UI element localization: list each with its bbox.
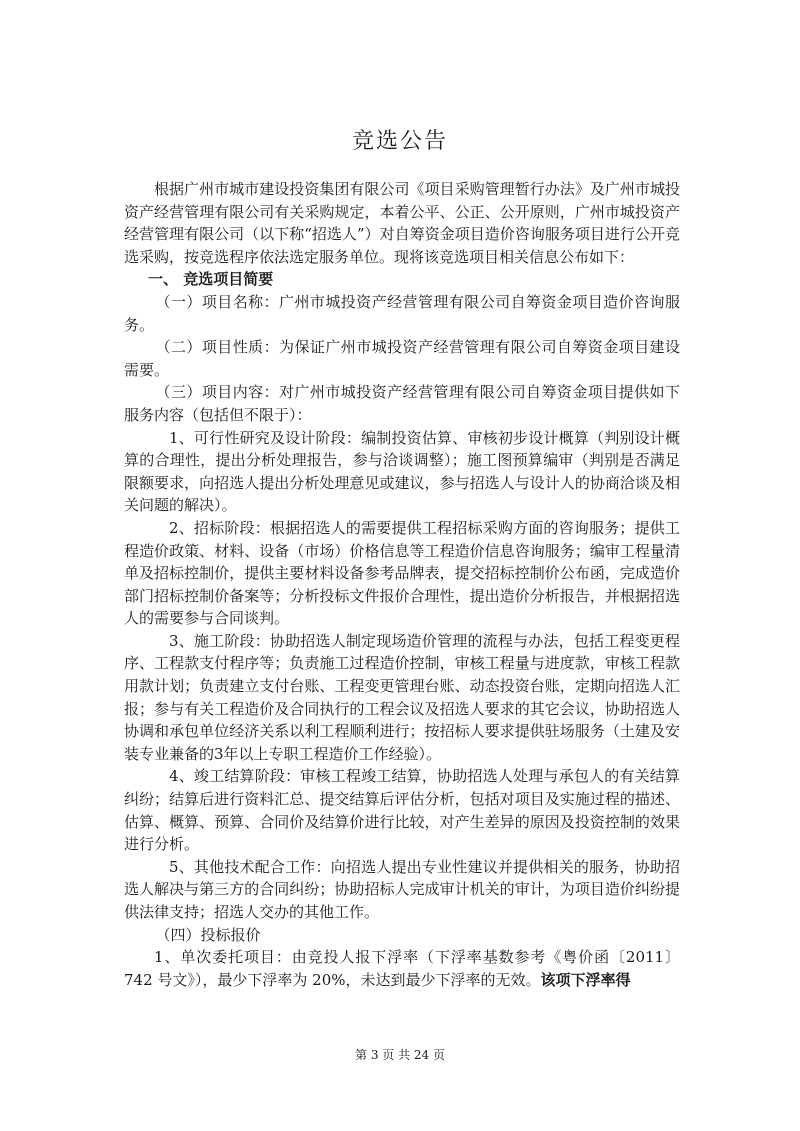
project-content-paragraph: （三）项目内容：对广州市城投资产经营管理有限公司自筹资金项目提供如下服务内容（包括但不限于）： xyxy=(124,383,680,424)
stage-2-paragraph: 2、招标阶段：根据招选人的需要提供工程招标采购方面的咨询服务；提供工程造价政策、材料、设备（市场）价格信息等工程造价信息咨询服务；编审工程量清单及招标控制价，提供主要材料设备参考品牌表，提交招标控制价公布函，完成造价部门招标控制价备案等；分析投标文件报价合理性，提出造价分析报告，并根据招选人的需要参与合同谈判。 xyxy=(124,518,680,628)
stage-5-paragraph: 5、其他技术配合工作：向招选人提出专业性建议并提供相关的服务，协助招选人解决与第三方的合同纠纷；协助招标人完成审计机关的审计，为项目造价纠纷提供法律支持；招选人交办的其他工作。 xyxy=(124,857,680,921)
stage-3-paragraph: 3、施工阶段：协助招选人制定现场造价管理的流程与办法，包括工程变更程序、工程款支付程序等；负责施工过程造价控制，审核工程量与进度款，审核工程款用款计划；负责建立支付台账、工程变更管理台账、动态投资台账，定期向招选人汇报；参与有关工程造价及合同执行的工程会议及招选人要求的其它会议，协助招选人协调和承包单位经济关系以利工程顺利进行；按招标人要求提供驻场服务（土建及安装专业兼备的3年以上专职工程造价工作经验）。 xyxy=(124,631,680,763)
quote-1-bold-text: 该项下浮率得 xyxy=(540,970,631,989)
project-nature-paragraph: （二）项目性质：为保证广州市城投资产经营管理有限公司自筹资金项目建设需要。 xyxy=(124,338,680,379)
section-heading: 一、 竞选项目简要 xyxy=(148,270,274,289)
stage-4-paragraph: 4、竣工结算阶段：审核工程竣工结算，协助招选人处理与承包人的有关结算纠纷；结算后进行资料汇总、提交结算后评估分析，包括对项目及实施过程的描述、估算、概算、预算、合同价及结算价进行比较，对产生差异的原因及投资控制的效果进行分析。 xyxy=(124,767,680,854)
quote-1-paragraph xyxy=(124,946,680,991)
bid-quote-heading: （四）投标报价 xyxy=(155,925,261,944)
project-name-paragraph: （一）项目名称：广州市城投资产经营管理有限公司自筹资金项目造价咨询服务。 xyxy=(124,292,680,334)
intro-paragraph: 根据广州市城市建设投资集团有限公司《项目采购管理暂行办法》及广州市城投资产经营管理有限公司有关采购规定，本着公平、公正、公开原则，广州市城投资产经营管理有限公司（以下称“招选人”）对自筹资金项目造价咨询服务项目进行公开竞选采购，按竞选程序依法选定服务单位。现将该竞选项目相关信息公布如下： xyxy=(124,180,680,266)
page-title: 竞选公告 xyxy=(351,129,448,154)
stage-1-paragraph: 1、可行性研究及设计阶段：编制投资估算、审核初步设计概算（判别设计概算的合理性，提出分析处理报告，参与洽谈调整）；施工图预算编审（判别是否满足限额要求，向招选人提出分析处理意见或建议，参与招选人与设计人的协商洽谈及相关问题的解决）。 xyxy=(124,428,680,515)
document-body xyxy=(124,178,680,991)
page-number: 第 3 页 共 24 页 xyxy=(355,1048,445,1062)
quote-1-text: 1、单次委托项目：由竞投人报下浮率（下浮率基数参考《粤价函〔2011〕742 号文》），最少下浮率为 20%，未达到最少下浮率的无效。 xyxy=(124,948,680,989)
